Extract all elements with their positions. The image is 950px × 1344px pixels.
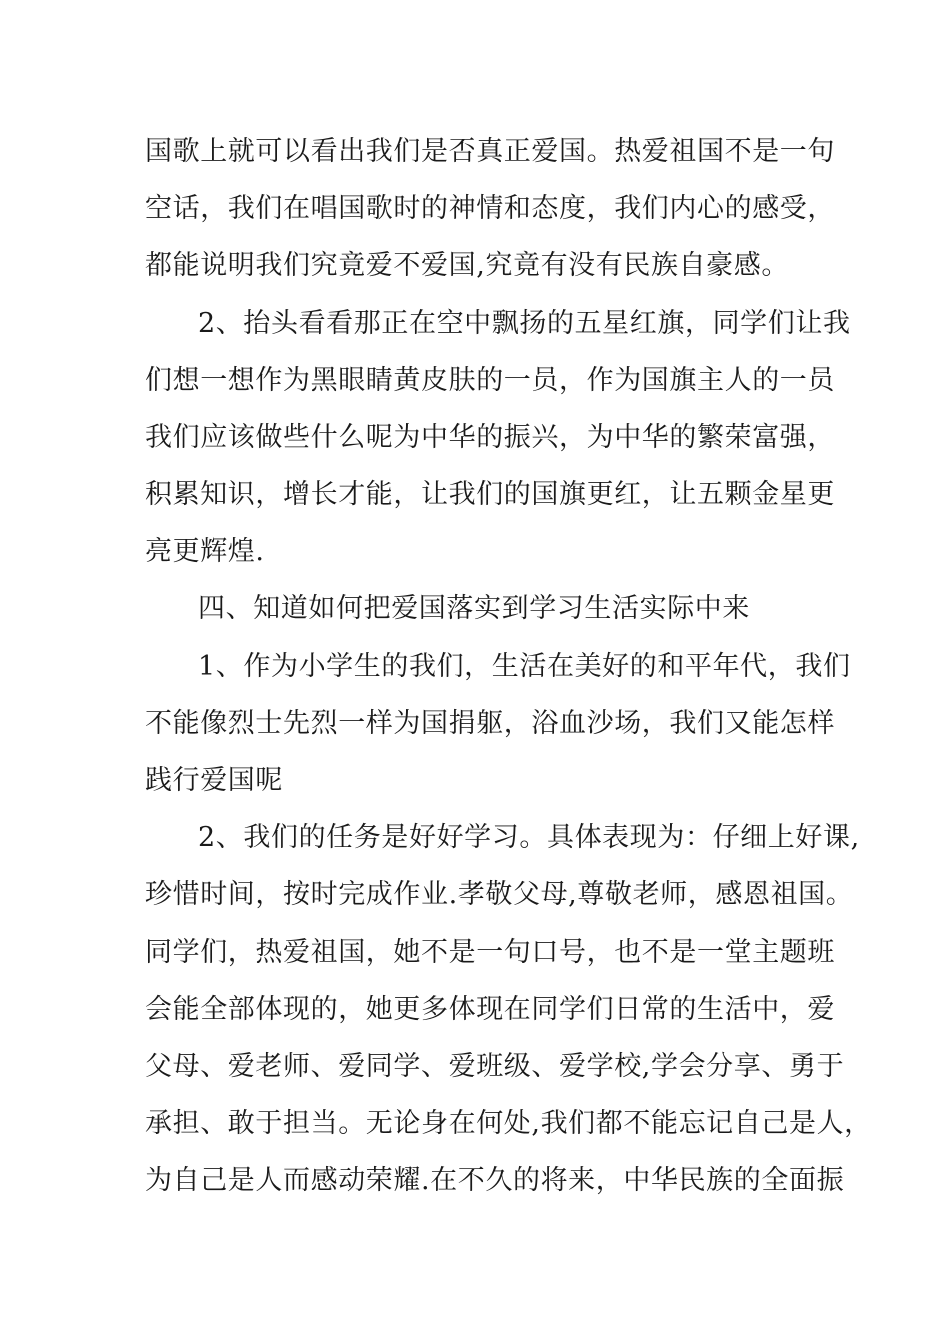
text-line: 都能说明我们究竟爱不爱国,究竟有没有民族自豪感。 [145,250,789,281]
text-line: 我们应该做些什么呢为中华的振兴，为中华的繁荣富强， [145,422,835,453]
text-line: 承担、敢于担当。无论身在何处,我们都不能忘记自己是人， [145,1108,872,1139]
text-line: 同学们，热爱祖国，她不是一句口号，也不是一堂主题班 [145,937,835,968]
section-heading: 四、知道如何把爱国落实到学习生活实际中来 [198,593,750,624]
text-line: 空话，我们在唱国歌时的神情和态度，我们内心的感受， [145,193,835,224]
text-line: 们想一想作为黑眼睛黄皮肤的一员，作为国旗主人的一员 [145,365,835,396]
text-line: 不能像烈士先烈一样为国捐躯，浴血沙场，我们又能怎样 [145,708,835,739]
text-line: 国歌上就可以看出我们是否真正爱国。热爱祖国不是一句 [145,136,835,167]
text-line: 2、抬头看看那正在空中飘扬的五星红旗，同学们让我 [198,308,851,339]
text-line: 为自己是人而感动荣耀.在不久的将来，中华民族的全面振 [145,1165,845,1196]
text-line: 珍惜时间，按时完成作业.孝敬父母,尊敬老师，感恩祖国。 [145,879,854,910]
text-line: 1、作为小学生的我们，生活在美好的和平年代，我们 [198,651,851,682]
text-line: 会能全部体现的，她更多体现在同学们日常的生活中，爱 [145,994,835,1025]
text-line: 践行爱国呢 [145,765,283,796]
text-line: 父母、爱老师、爱同学、爱班级、爱学校,学会分享、勇于 [145,1051,845,1082]
text-line: 积累知识，增长才能，让我们的国旗更红，让五颗金星更 [145,479,835,510]
text-line: 2、我们的任务是好好学习。具体表现为：仔细上好课, [198,822,860,853]
text-line: 亮更辉煌. [145,536,265,567]
